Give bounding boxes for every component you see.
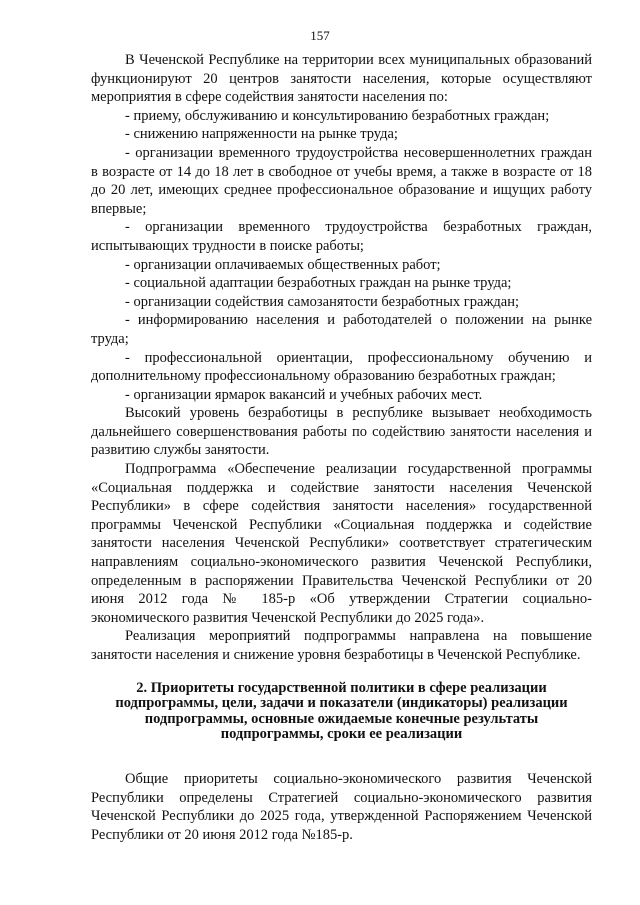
- list-item: - организации временного трудоустройства безработных граждан, испытывающих трудности в поиске работы;: [91, 219, 592, 254]
- implementation-paragraph: Реализация мероприятий подпрограммы направлена на повышение занятости населения и снижение уровня безработицы в Чеченской Республике.: [91, 628, 592, 663]
- list-item: - приему, обслуживанию и консультированию безработных граждан;: [125, 107, 550, 124]
- section-heading-line: подпрограммы, сроки ее реализации: [220, 726, 463, 743]
- section-heading: [91, 681, 592, 743]
- section-heading-line: 2. Приоритеты государственной политики в сфере реализации: [136, 679, 547, 696]
- list-item: - организации временного трудоустройства несовершеннолетних граждан в возрасте от 14 до 18 лет в свободное от учебы время, а также в возрасте от 18 до 20 лет, имеющих среднее профессиональное образование и ищущих работу впервые;: [91, 144, 592, 217]
- section-heading-line: подпрограммы, цели, задачи и показатели (индикаторы) реализации: [115, 695, 568, 712]
- list-item: - информированию населения и работодателей о положении на рынке труда;: [91, 312, 592, 347]
- list-item: - организации оплачиваемых общественных работ;: [125, 256, 441, 273]
- priorities-paragraph: Общие приоритеты социально-экономического развития Чеченской Республики определены Стратегией социально-экономического развития Чеченской Республики до 2025 года, утвержденной Распоряжением Чеченской Республики от 20 июня 2012 года №185-р.: [91, 770, 592, 843]
- subprogram-paragraph: Подпрограмма «Обеспечение реализации государственной программы «Социальная поддержка и содействие занятости населения Чеченской Республики» в сфере содействия занятости населения» государственной программы Чеченской Республики «Социальная поддержка и содействие занятости населения Чеченской Республики» соответствует стратегическим направлениям социально-экономического развития Чеченской Республики, определенным в распоряжении Правительства Чеченской Республики от 20 июня 2012 года № 185-р «Об утверждении Стратегии социально-экономического развития Чеченской Республики до 2025 года».: [91, 461, 592, 626]
- document-body: [91, 51, 592, 844]
- intro-paragraph: В Чеченской Республике на территории всех муниципальных образований функционируют 20 центров занятости населения, которые осуществляют мероприятия в сфере содействия занятости населения по:: [91, 52, 592, 106]
- list-item: - профессиональной ориентации, профессиональному обучению и дополнительному профессиональному образованию безработных граждан;: [91, 349, 592, 385]
- list-item: - социальной адаптации безработных граждан на рынке труда;: [125, 275, 512, 292]
- section-heading-line: подпрограммы, основные ожидаемые конечные результаты: [144, 710, 539, 727]
- list-item: - снижению напряженности на рынке труда;: [125, 126, 398, 143]
- unemployment-paragraph: Высокий уровень безработицы в республике вызывает необходимость дальнейшего совершенствования работы по содействию занятости населения и развитию службы занятости.: [91, 405, 592, 459]
- list-item: - организации ярмарок вакансий и учебных рабочих мест.: [125, 386, 483, 403]
- page-number: 157: [310, 28, 330, 43]
- list-item: - организации содействия самозанятости безработных граждан;: [125, 293, 520, 310]
